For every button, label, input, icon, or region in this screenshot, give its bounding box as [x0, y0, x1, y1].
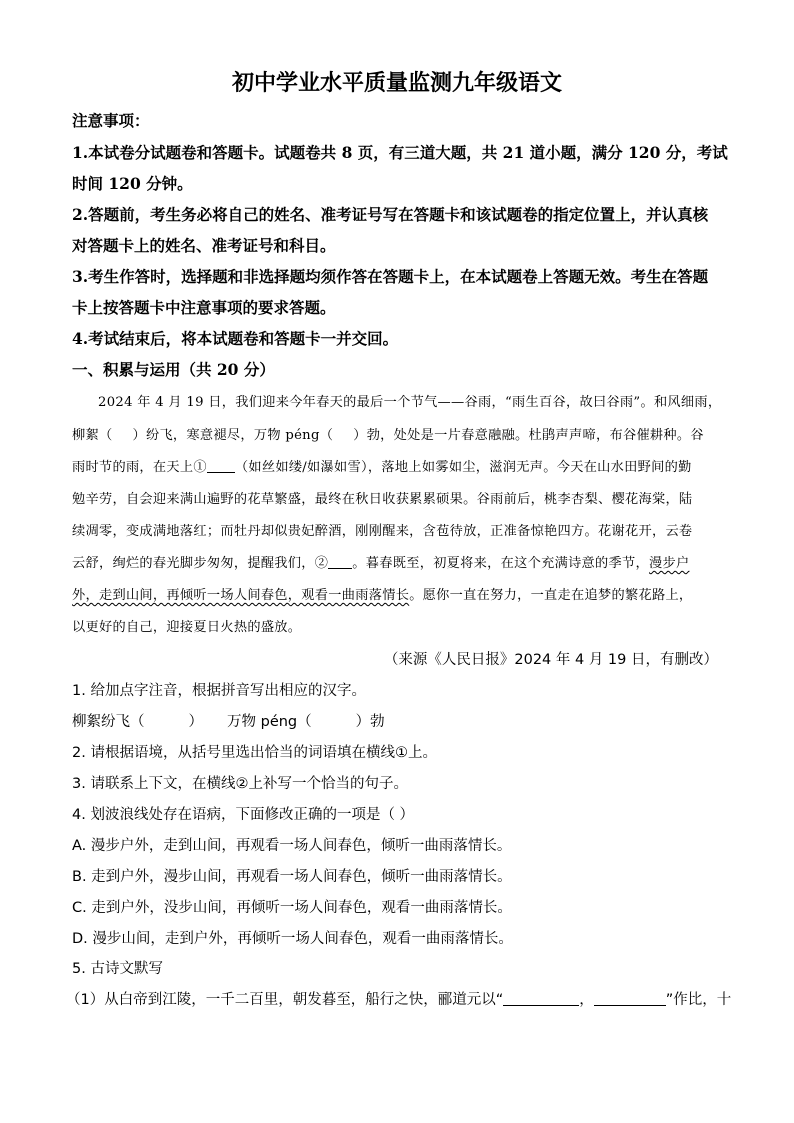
answer-blank-4[interactable]	[594, 991, 666, 1006]
question-5: 5. 古诗文默写	[72, 961, 163, 977]
q1-text: 柳絮纷飞（	[72, 714, 145, 730]
answer-blank-1[interactable]	[207, 458, 235, 473]
question-2: 2. 请根据语境，从括号里选出恰当的词语填在横线①上。	[72, 745, 437, 761]
passage-text: 柳絮（	[72, 428, 113, 443]
passage-text: 。愿你一直在努力，一直走在追梦的繁花路上，	[409, 588, 693, 603]
passage-text: ）纷飞，寒意褪尽，万物 péng（	[132, 428, 334, 443]
passage-line-1: 2024 年 4 月 19 日，我们迎来今年春天的最后一个节气——谷雨，“雨生百谷，故曰谷雨”。和风细雨，	[98, 395, 722, 410]
q5-text: ，	[579, 992, 594, 1008]
passage-text: 雨时节的雨，在天上①	[72, 460, 207, 475]
passage-line-6	[72, 552, 689, 571]
wavy-underlined-text: 漫步户	[649, 556, 690, 571]
passage-line-5: 续凋零，变成满地落红；而牡丹却似贵妃醉酒，刚刚醒来，含苞待放，正准备惊艳四方。花谢花开，云卷	[72, 524, 693, 539]
passage-text: 。暮春既至，初夏将来，在这个充满诗意的季节，	[352, 556, 649, 571]
question-3: 3. 请联系上下文，在横线②上补写一个恰当的句子。	[72, 776, 408, 792]
answer-blank-3[interactable]	[503, 991, 579, 1006]
q5-text: ”作比，十	[665, 992, 732, 1008]
notice-line-1a: 1.本试卷分试题卷和答题卡。试题卷共 8 页，有三道大题，共 21 道小题，满分 120 分，考试	[72, 143, 728, 162]
passage-source: （来源《人民日报》2024 年 4 月 19 日，有删改）	[383, 652, 718, 668]
passage-line-2	[72, 424, 704, 443]
wavy-underlined-text: 外，走到山间，再倾听一场人间春色，观看一曲雨落情长	[72, 588, 410, 603]
answer-blank-2[interactable]	[328, 554, 352, 569]
notice-heading: 注意事项：	[72, 111, 150, 130]
passage-text: （如丝如缕/如瀑如雪），落地上如雾如尘，滋润无声。今天在山水田野间的勤	[234, 460, 692, 475]
question-5-1	[66, 988, 731, 1009]
question-1: 1. 给加点字注音，根据拼音写出相应的汉字。	[72, 683, 366, 699]
notice-line-1b: 时间 120 分钟。	[72, 174, 193, 193]
question-4: 4. 划波浪线处存在语病，下面修改正确的一项是（ ）	[72, 807, 415, 823]
option-d[interactable]: D. 漫步山间，走到户外，再倾听一场人间春色，观看一曲雨落情长。	[72, 931, 513, 947]
page-title: 初中学业水平质量监测九年级语文	[231, 70, 562, 96]
question-1-line	[72, 710, 385, 731]
q5-text: （1）从白帝到江陵，一千二百里，朝发暮至，船行之快，郦道元以“	[66, 992, 504, 1008]
notice-line-2a: 2.答题前，考生务必将自己的姓名、准考证号写在答题卡和该试题卷的指定位置上，并认真核	[72, 205, 709, 224]
passage-line-7	[72, 584, 692, 603]
passage-text: ）勃，处处是一片春意融融。杜鹃声声啼，布谷催耕种。谷	[353, 428, 704, 443]
q1-text: ）	[188, 714, 203, 730]
section-heading: 一、积累与运用（共 20 分）	[72, 360, 275, 379]
option-c[interactable]: C. 走到户外，没步山间，再倾听一场人间春色，观看一曲雨落情长。	[72, 900, 512, 916]
notice-line-4: 4.考试结束后，将本试题卷和答题卡一并交回。	[72, 329, 399, 348]
option-a[interactable]: A. 漫步户外，走到山间，再观看一场人间春色，倾听一曲雨落情长。	[72, 838, 512, 854]
option-b[interactable]: B. 走到户外，漫步山间，再观看一场人间春色，倾听一曲雨落情长。	[72, 869, 512, 885]
notice-line-2b: 对答题卡上的姓名、准考证号和科目。	[72, 236, 336, 255]
notice-line-3a: 3.考生作答时，选择题和非选择题均须作答在答题卡上，在本试题卷上答题无效。考生在答题	[72, 267, 709, 286]
passage-line-8: 以更好的自己，迎接夏日火热的盛放。	[72, 620, 302, 635]
passage-line-3	[72, 456, 692, 475]
q1-text: 万物 péng（	[227, 714, 312, 730]
q1-text: ）勃	[355, 714, 385, 730]
passage-text: 云舒，绚烂的春光脚步匆匆，提醒我们，②	[72, 556, 329, 571]
passage-line-4: 勉辛劳，自会迎来满山遍野的花草繁盛，最终在秋日收获累累硕果。谷雨前后，桃李杏梨、樱花海棠，陆	[72, 492, 693, 507]
notice-line-3b: 卡上按答题卡中注意事项的要求答题。	[72, 298, 336, 317]
